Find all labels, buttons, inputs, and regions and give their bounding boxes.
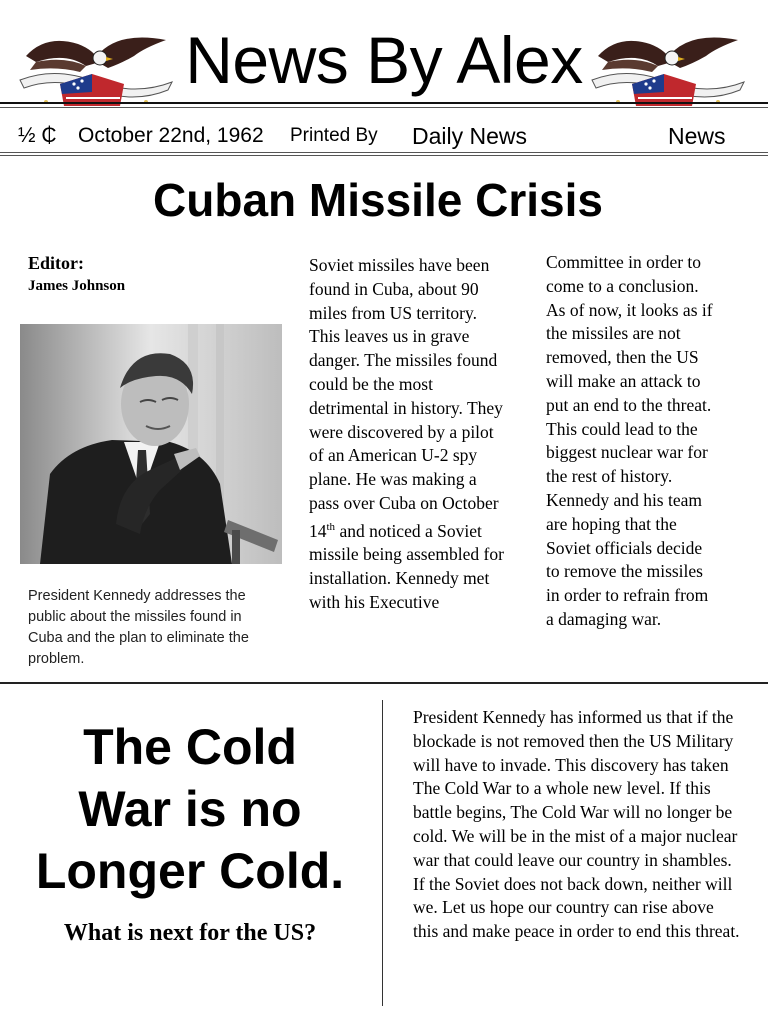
issue-price: ½ ₵: [18, 124, 57, 147]
kennedy-photo: [20, 324, 282, 564]
infobar-rule-double: [0, 155, 768, 156]
editor-name: James Johnson: [28, 278, 126, 294]
column-2-line: This could lead to the: [546, 418, 698, 439]
column-2-line: a damaging war.: [546, 608, 662, 629]
date-ordinal-suffix: th: [326, 520, 336, 533]
column-2-line: Kennedy and his team: [546, 489, 702, 510]
column-2-line: Committee in order to: [546, 252, 702, 272]
column-divider: [382, 700, 383, 1006]
column-2-line: put an end to the threat.: [546, 394, 712, 415]
masthead-rule-double: [0, 107, 768, 108]
issue-date: October 22nd, 1962: [78, 124, 264, 147]
article-headline: Cuban Missile Crisis: [153, 174, 603, 226]
article-column-1: [309, 254, 511, 615]
printed-by-label: Printed By: [290, 125, 378, 146]
column-2-line: will make an attack to: [546, 370, 701, 391]
headline-line: The Cold: [83, 719, 297, 775]
section-divider: [0, 682, 768, 684]
column-1-text-continued: and noticed a Soviet missile being assembled for installation. Kennedy met with his Executive: [309, 520, 504, 612]
photo-caption: President Kennedy addresses the public about the missiles found in Cuba and the plan to eliminate the problem.: [28, 588, 249, 667]
column-2-line: are hoping that the: [546, 513, 677, 534]
column-2-line: the missiles are not: [546, 323, 681, 344]
column-2-line: in order to refrain from: [546, 585, 709, 606]
column-2-line: biggest nuclear war for: [546, 442, 708, 463]
article-column-2: [546, 251, 746, 632]
column-1-text: Soviet missiles have been found in Cuba, about 90 miles from US territory. This leaves us in grave danger. The missiles found could be the most detrimental in history. They were discovered by a pilot of an American U-2 spy plane. He was making a pass over Cuba on October 14: [309, 255, 503, 541]
column-2-line: removed, then the US: [546, 347, 699, 368]
column-2-line: Soviet officials decide: [546, 537, 703, 558]
publisher-name: Daily News: [412, 123, 528, 149]
column-2-line: As of now, it looks as if: [546, 299, 713, 320]
newspaper-title: News By Alex: [185, 23, 583, 97]
cold-war-headline: [0, 716, 380, 902]
section-label: News: [668, 123, 726, 149]
column-2-line: come to a conclusion.: [546, 275, 699, 296]
column-2-line: to remove the missiles: [546, 561, 703, 582]
editor-label: Editor:: [28, 253, 84, 273]
headline-line: Longer Cold.: [35, 843, 345, 899]
headline-line: War is no: [78, 781, 302, 837]
column-2-line: the rest of history.: [546, 466, 673, 487]
cold-war-subheadline: What is next for the US?: [63, 920, 317, 946]
infobar-rule: [0, 152, 768, 153]
cold-war-article-body: President Kennedy has informed us that if the blockade is not removed then the US Military will have to invade. This discovery has taken The Cold War to a whole new level. If this battle begins, The Cold War will no longer be cold. We will be in the mist of a major nuclear war that could leave our country in shambles. If the Soviet does not back down, neither will we. Let us hope our country can rise above this and make peace in order to end this threat.: [413, 707, 740, 942]
masthead-rule-top: [0, 102, 768, 104]
